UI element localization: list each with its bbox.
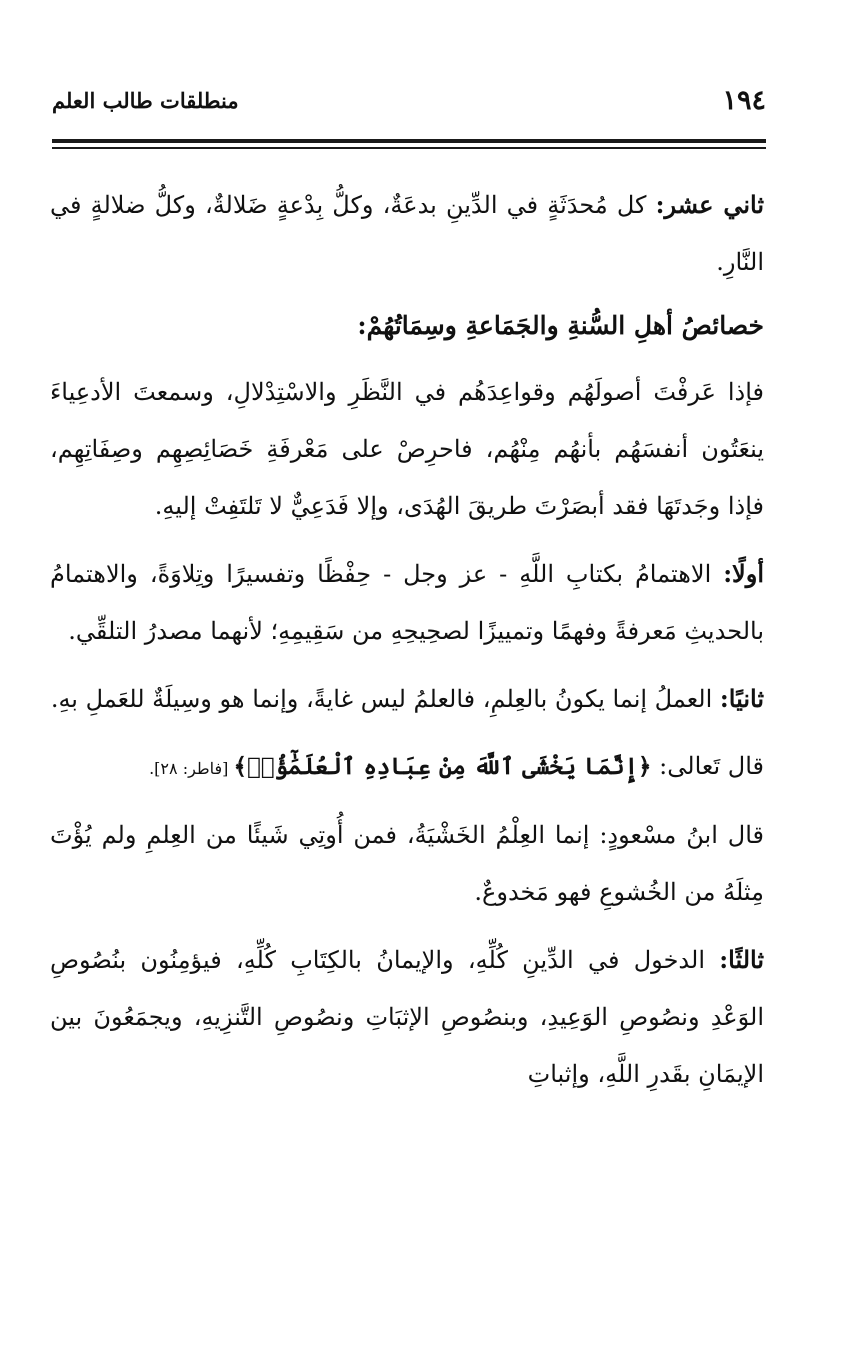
paragraph-twelfth — [50, 176, 764, 291]
paragraph-quran-citation — [50, 738, 764, 797]
page-body — [50, 176, 764, 1103]
paragraph-text: قال تَعالى: — [651, 752, 764, 780]
paragraph-text: كل مُحدَثَةٍ في الدِّينِ بدعَةٌ، وكلُّ بِدْعةٍ ضَلالةٌ، وكلُّ ضلالةٍ في النَّارِ. — [50, 191, 764, 276]
paragraph-second — [50, 670, 764, 728]
paragraph-text: الاهتمامُ بكتابِ اللَّهِ - عز وجل - حِفْظًا وتفسيرًا وتِلاوَةً، والاهتمامُ بالحديثِ مَعرفةً وفهمًا وتمييزًا لصحِيحِهِ من سَقِيمِهِ؛ لأنهما مصدرُ التلقِّي. — [50, 560, 764, 645]
paragraph-third — [50, 931, 764, 1103]
paragraph-text: الدخول في الدِّينِ كُلِّهِ، والإيمانُ بالكِتَابِ كُلِّهِ، فيؤمِنُون بنُصُوصِ الوَعْدِ ونصُوصِ الوَعِيدِ، وبنصُوصِ الإثبَاتِ ونصُوصِ التَّنزِيهِ، ويجمَعُونَ بين الإيمَانِ بقَدرِ اللَّهِ، وإثباتِ — [50, 946, 764, 1088]
section-heading: خصائصُ أهلِ السُّنةِ والجَمَاعةِ وسِمَاتُهُمْ: — [357, 311, 764, 340]
header-rule-thin — [52, 147, 766, 149]
quran-verse: ﴿إِنَّمَا يَخْشَى ٱللَّهَ مِنْ عِبَادِهِ ٱلْعُلَمَٰٓؤُا۟﴾ — [233, 753, 652, 780]
paragraph-lead: ثانيًا: — [719, 684, 764, 713]
page-number: ١٩٤ — [722, 84, 766, 116]
paragraph-intro: فإذا عَرفْتَ أصولَهُم وقواعِدَهُم في النَّظَرِ والاسْتِدْلالِ، وسمعتَ الأدعِياءَ ينعَتُون أنفسَهُم بأنهُم مِنْهُم، فاحرِصْ على مَعْرفَةِ خَصَائِصِهِم وصِفَاتِهِم، فإذا وجَدتَهَا فقد أبصَرْتَ طريقَ الهُدَى، وإلا فَدَعِيٌّ لا تَلتَفِتْ إليهِ. — [50, 378, 764, 520]
page-header — [52, 80, 766, 120]
paragraph-text: العملُ إنما يكونُ بالعِلمِ، فالعلمُ ليس غايةً، وإنما هو وسِيلَةٌ للعَملِ بهِ. — [50, 685, 720, 713]
paragraph-ibn-masud: قال ابنُ مسْعودٍ: إنما العِلْمُ الخَشْيَةُ، فمن أُوتِي شَيئًا من العِلمِ ولم يُؤْتَ مِثلَهُ من الخُشوعِ فهو مَخدوعٌ. — [50, 821, 764, 906]
running-title: منطلقات طالب العلم — [52, 87, 239, 113]
header-rule-thick — [52, 139, 766, 143]
paragraph-first — [50, 545, 764, 660]
paragraph-lead: ثالثًا: — [719, 945, 764, 974]
paragraph-lead: ثاني عشر: — [655, 190, 764, 219]
verse-reference: [فاطر: ٢٨]. — [149, 759, 234, 778]
paragraph-lead: أولًا: — [723, 559, 764, 588]
